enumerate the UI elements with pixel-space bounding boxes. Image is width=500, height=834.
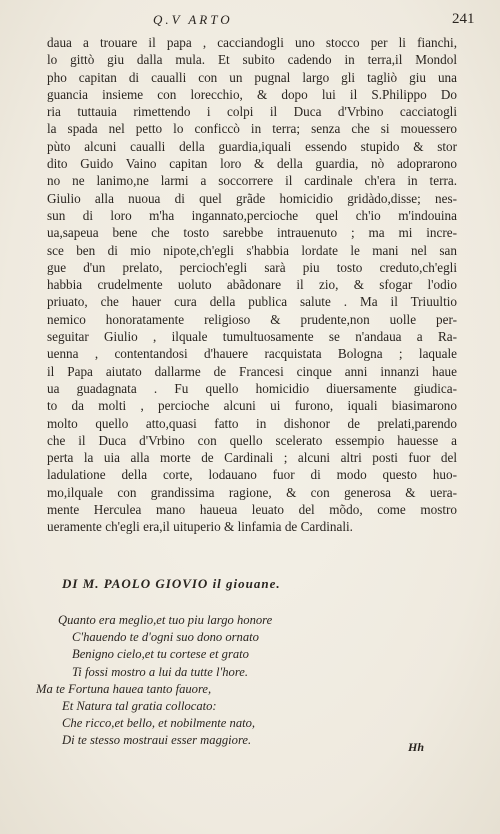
- text-line: ua,sapeua bene che tosto sarebbe intrauenuto ; ma mi incre-: [47, 225, 457, 241]
- text-line: il Papa aiutato dallarme de Francesi cinque anni innanzi haue: [47, 363, 457, 379]
- text-line: perta la uia alla morte de Cardinali ; alcuni altri posti fuor del: [47, 450, 457, 466]
- poem-heading: DI M. PAOLO GIOVIO il giouane.: [62, 576, 281, 591]
- text-line: seguitar Giulio , ilquale tumultuosamente se n'andaua a Ra-: [47, 329, 457, 345]
- text-line: lo gittò giu dalla mula. Et subito cadendo in terra,il Mondol: [47, 52, 457, 68]
- body-text: [47, 34, 457, 536]
- poem-line: Quanto era meglio,et tuo piu largo honore: [58, 613, 273, 627]
- poem: [36, 612, 388, 750]
- text-line: no ne lanimo,ne larmi a soccorrere il cardinale ch'era in terra.: [47, 173, 457, 189]
- page-number: 241: [452, 11, 475, 27]
- text-line: to da molti , percioche alcuni ui furono, iquali biasimarono: [47, 398, 457, 414]
- text-line: mente Herculea mano haueua leuato del mõdo, come mostro: [47, 502, 457, 518]
- text-line: ueramente ch'egli era,il uituperio & linfamia de Cardinali.: [47, 519, 353, 535]
- text-line: pho capitan di caualli con un pugnal largo gli tagliò giu una: [47, 69, 457, 85]
- text-line: ria tuttauia rimettendo i colpi il Duca d'Vrbino cacciatogli: [47, 104, 457, 120]
- text-line: sun di loro m'ha ingannato,percioche quel ch'io m'indouina: [47, 207, 457, 223]
- text-line: dito Guido Vaino capitan loro & della guardia, nò adoprarono: [47, 156, 457, 172]
- text-line: mo,ilquale con grandissima ragione, & con generosa & uera-: [47, 484, 457, 500]
- text-line: Giulio alla nuoua di quel grãde homicidio gridàdo,disse; nes-: [47, 190, 457, 206]
- text-line: guancia insieme con lorecchio, & dopo lui il S.Philippo Do: [47, 86, 457, 102]
- text-line: uenna , contentandosi d'hauere racquistata Bologna ; laquale: [47, 346, 457, 362]
- text-line: habbia crudelmente uoluto abãdonare il zio, & sfogar l'odio: [47, 277, 457, 293]
- poem-line: Ma te Fortuna haueа tanto fauore,: [36, 681, 212, 696]
- poem-line: C'hauendo te d'ogni suo dono ornato: [72, 630, 259, 645]
- poem-line: Benigno cielo,et tu cortese et grato: [72, 647, 249, 662]
- text-line: molto quello atto,quasi fatto in dishonor de prelati,parendo: [47, 415, 457, 431]
- text-line: ladulatione della corte, lodauano fuor di modo questo huo-: [47, 467, 457, 483]
- running-head: [0, 12, 500, 32]
- text-line: sce ben di mio nipote,ch'egli s'habbia lordate le mani nel san: [47, 242, 457, 258]
- text-line: la spada nel petto lo conficcò in terra; senza che si mouessero: [47, 121, 457, 137]
- text-line: che il Duca d'Vrbino con quello scelerato essempio hauesse a: [47, 432, 457, 448]
- text-line: daua a trouare il papa , cacciandogli uno stocco per li fianchi,: [47, 35, 457, 50]
- signature-mark: Hh: [408, 740, 425, 754]
- poem-line: Di te stesso mostraui esser maggiore.: [62, 733, 252, 748]
- text-line: nemico honoratamente religioso & prudente,non uolle per-: [47, 311, 457, 327]
- poem-line: Ti fossi mostro a lui da tutte l'hore.: [72, 664, 248, 679]
- text-line: gue d'un prelato, percioch'egli sarà piu tosto creduto,ch'egli: [47, 259, 457, 275]
- text-line: pùto alcuni caualli della guardia,iquali essendo stupido & stor: [47, 138, 457, 154]
- poem-line: Et Natura tal gratia collocato:: [62, 699, 217, 714]
- text-line: ua guadagnata . Fu quello homicidio diuersamente giudica-: [47, 380, 457, 396]
- poem-line: Che ricco,et bello, et nobilmente nato,: [62, 716, 256, 731]
- text-line: priuato, che hauer cura della publica salute . Ma il Triuultio: [47, 294, 457, 310]
- running-head-title: Q.V ARTO: [153, 12, 233, 27]
